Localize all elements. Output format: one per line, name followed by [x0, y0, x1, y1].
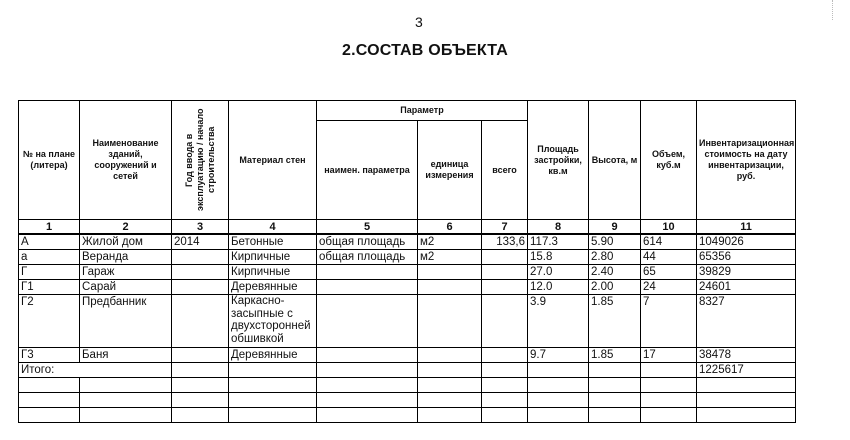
cell-litera: Г1	[19, 280, 80, 295]
header-volume: Объем, куб.м	[641, 101, 697, 220]
total-row	[19, 363, 796, 378]
cell-material: Деревянные	[229, 280, 317, 295]
header-name: Наименование зданий, сооружений и сетей	[80, 101, 172, 220]
cell-area: 27.0	[528, 265, 589, 280]
header-year	[172, 101, 229, 220]
cell-litera: Г2	[19, 295, 80, 348]
empty-row	[19, 378, 796, 393]
cell-total	[482, 250, 528, 265]
cell-material: Бетонные	[229, 234, 317, 250]
header-area: Площадь застройки, кв.м	[528, 101, 589, 220]
header-unit: единица измерения	[418, 121, 482, 220]
cell-total	[482, 265, 528, 280]
cell-height: 2.80	[589, 250, 641, 265]
table-row	[19, 250, 796, 265]
cell-cost: 24601	[697, 280, 796, 295]
column-number: 10	[641, 220, 697, 235]
cell-material: Кирпичные	[229, 250, 317, 265]
cell-litera: Г	[19, 265, 80, 280]
header-height: Высота, м	[589, 101, 641, 220]
column-number: 6	[418, 220, 482, 235]
scan-edge-mark	[832, 0, 841, 20]
page-title: 2.СОСТАВ ОБЪЕКТА	[341, 42, 509, 59]
cell-total	[482, 280, 528, 295]
cell-volume: 7	[641, 295, 697, 348]
cell-cost: 38478	[697, 348, 796, 363]
cell-height: 2.00	[589, 280, 641, 295]
cell-name: Гараж	[80, 265, 172, 280]
cell-height: 1.85	[589, 295, 641, 348]
cell-param	[317, 265, 418, 280]
cell-param: общая площадь	[317, 234, 418, 250]
cell-volume: 17	[641, 348, 697, 363]
cell-name: Баня	[80, 348, 172, 363]
header-parameter-group: Параметр	[317, 101, 528, 121]
total-cost: 1225617	[697, 363, 796, 378]
header-litera: № на плане (литера)	[19, 101, 80, 220]
cell-name: Веранда	[80, 250, 172, 265]
table-row	[19, 348, 796, 363]
cell-unit: м2	[418, 234, 482, 250]
cell-year	[172, 348, 229, 363]
table-row	[19, 280, 796, 295]
cell-total	[482, 348, 528, 363]
cell-param	[317, 295, 418, 348]
column-number: 11	[697, 220, 796, 235]
column-number: 3	[172, 220, 229, 235]
object-composition-table	[18, 100, 796, 423]
total-label: Итого:	[19, 363, 172, 378]
cell-area: 3.9	[528, 295, 589, 348]
cell-cost: 1049026	[697, 234, 796, 250]
column-number: 1	[19, 220, 80, 235]
cell-volume: 24	[641, 280, 697, 295]
cell-param	[317, 348, 418, 363]
cell-volume: 65	[641, 265, 697, 280]
cell-material: Деревянные	[229, 348, 317, 363]
cell-unit	[418, 348, 482, 363]
header-cost: Инвентаризационная стоимость на дату инвентаризации, руб.	[697, 101, 796, 220]
column-number: 7	[482, 220, 528, 235]
cell-year	[172, 265, 229, 280]
cell-height: 5.90	[589, 234, 641, 250]
cell-name: Предбанник	[80, 295, 172, 348]
cell-litera: Г3	[19, 348, 80, 363]
cell-area: 12.0	[528, 280, 589, 295]
cell-volume: 614	[641, 234, 697, 250]
cell-unit: м2	[418, 250, 482, 265]
cell-material: Каркасно-засыпные с двухсторонней обшивкой	[229, 295, 317, 348]
cell-unit	[418, 265, 482, 280]
cell-litera: а	[19, 250, 80, 265]
table-row	[19, 234, 796, 250]
cell-year: 2014	[172, 234, 229, 250]
empty-row	[19, 393, 796, 408]
cell-area: 117.3	[528, 234, 589, 250]
column-numbers-row	[19, 220, 796, 235]
header-material: Материал стен	[229, 101, 317, 220]
header-param-name: наимен. параметра	[317, 121, 418, 220]
cell-area: 9.7	[528, 348, 589, 363]
cell-cost: 8327	[697, 295, 796, 348]
cell-name: Жилой дом	[80, 234, 172, 250]
cell-year	[172, 280, 229, 295]
header-total: всего	[482, 121, 528, 220]
table-row	[19, 265, 796, 280]
cell-height: 2.40	[589, 265, 641, 280]
column-number: 4	[229, 220, 317, 235]
cell-param	[317, 280, 418, 295]
cell-total: 133,6	[482, 234, 528, 250]
cell-param: общая площадь	[317, 250, 418, 265]
header-year-text: Год ввода в эксплуатацию / начало строительства	[183, 108, 216, 212]
page-number: 3	[415, 14, 423, 30]
cell-name: Сарай	[80, 280, 172, 295]
cell-litera: А	[19, 234, 80, 250]
cell-volume: 44	[641, 250, 697, 265]
cell-total	[482, 295, 528, 348]
column-number: 8	[528, 220, 589, 235]
cell-year	[172, 295, 229, 348]
cell-unit	[418, 295, 482, 348]
cell-cost: 65356	[697, 250, 796, 265]
cell-material: Кирпичные	[229, 265, 317, 280]
table-row	[19, 295, 796, 348]
column-number: 5	[317, 220, 418, 235]
cell-area: 15.8	[528, 250, 589, 265]
cell-height: 1.85	[589, 348, 641, 363]
column-number: 2	[80, 220, 172, 235]
column-number: 9	[589, 220, 641, 235]
empty-row	[19, 408, 796, 423]
cell-year	[172, 250, 229, 265]
cell-unit	[418, 280, 482, 295]
cell-cost: 39829	[697, 265, 796, 280]
